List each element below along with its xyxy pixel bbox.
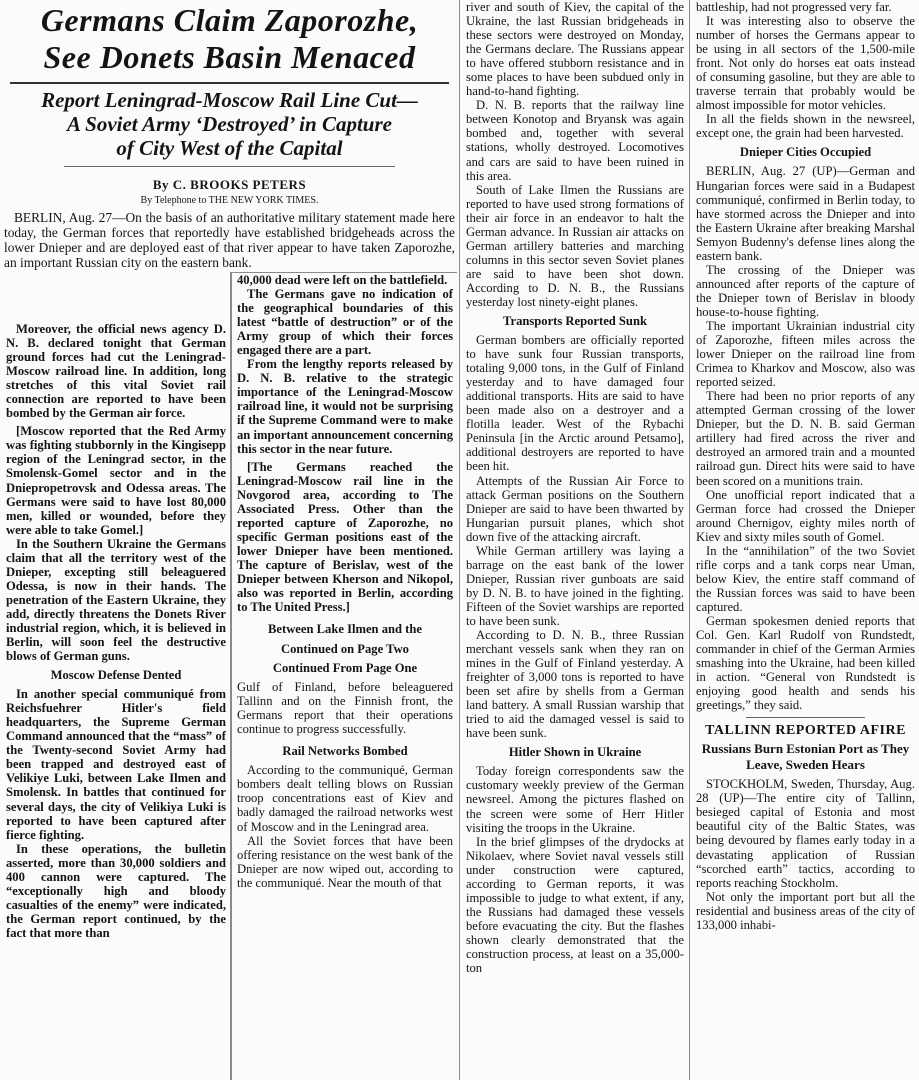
- col4-paragraph-11: STOCKHOLM, Sweden, Thursday, Aug. 28 (UP)—The entire city of Tallinn, besieged capital of Estonia and most beautiful city of the Baltic States, was being devoured by flames early today in a devastating application of Russian “scorched earth” tactics, according to reports reaching Stockholm.: [696, 777, 915, 890]
- col3-paragraph-8: Today foreign correspondents saw the customary weekly preview of the German newsreel. Among the pictures flashed on the screen were some of Herr Hitler visiting the troops in the Ukraine.: [466, 764, 684, 835]
- headline-line-2: See Donets Basin Menaced: [43, 39, 416, 75]
- col2-subhead-rail: Rail Networks Bombed: [282, 744, 408, 759]
- col1-subhead-moscow: Moscow Defense Dented: [50, 668, 182, 683]
- subhead-line-1: Report Leningrad-Moscow Rail Line Cut—: [41, 88, 418, 112]
- jump-continued-from[interactable]: Continued From Page One: [272, 661, 418, 676]
- col4-paragraph-5: The crossing of the Dnieper was announced after reports of the capture of the Dnieper town of Berislav in bloody house-to-house fighting.: [696, 262, 915, 319]
- col4-paragraph-4: BERLIN, Aug. 27 (UP)—German and Hungarian forces were said in a Budapest communiqué, confirmed in Berlin today, to have stormed across the Dnieper and into the Eastern Ukraine after breaking Marshal Semyon Budenny's defense lines along the eastern bank.: [696, 164, 915, 263]
- col4-paragraph-10: German spokesmen denied reports that Col. Gen. Karl Rudolf von Rundstedt, commander in chief of the German Armies smashing into the Ukraine, had been killed in action. “General von Rundstedt is enjoying good health and sends his greetings,” they said.: [696, 613, 915, 713]
- headline-block: [0, 0, 459, 270]
- col3-paragraph-9: In the brief glimpses of the drydocks at Nikolaev, where Soviet naval vessels still under construction were captured, according to German reports, it was impossible to judge to what extent, if any, the Russians had damaged these vessels before evacuating the city. But the flashes shown clearly demonstrated that the construction process, at least on a 35,000-ton: [466, 834, 684, 976]
- col3-paragraph-1: river and south of Kiev, the capital of the Ukraine, the last Russian bridgeheads in these sectors were destroyed on Monday, the Germans declare. The Russians appear to have offered stubborn resistance and in some places to have been subdued only in hand-to-hand fighting.: [466, 0, 684, 99]
- column-2: [231, 272, 457, 1080]
- col1-paragraph-5: In these operations, the bulletin asserted, more than 30,000 soldiers and 400 cannon were captured. The “exceptionally high and bloody casualties of the enemy” were indicated, the German report continued, by the fact that more than: [6, 841, 226, 940]
- col3-subhead-hitler: Hitler Shown in Ukraine: [508, 745, 642, 760]
- col4-paragraph-8: One unofficial report indicated that a German force had crossed the Dnieper around Chernigov, eighty miles north of Kiev and sixty miles south of Gomel.: [696, 487, 915, 544]
- subhead-line-2: A Soviet Army ‘Destroyed’ in Capture: [67, 112, 392, 136]
- column-rule-2: [230, 272, 231, 1080]
- col2-paragraph-7: All the Soviet forces that have been offering resistance on the west bank of the Dnieper are now wiped out, according to the communiqué. Near the mouth of that: [237, 833, 453, 890]
- col2-subhead-lake-ilmen: Between Lake Ilmen and the: [268, 622, 422, 637]
- subhead-divider: [64, 166, 395, 167]
- col3-paragraph-5: Attempts of the Russian Air Force to attack German positions on the Southern Dnieper are said to have been thwarted by Hungarian pursuit planes, which shot down five of the attacking aircraft.: [466, 473, 684, 544]
- col3-paragraph-4: German bombers are officially reported to have sunk four Russian transports, totaling 9,000 tons, in the Gulf of Finland yesterday and to have damaged four additional transports. Hits are said to have been made also on a destroyer and a flotilla leader. West of the Rybachi Peninsula [in the Arctic around Petsamo], additional destroyers are reported to have been hit.: [466, 333, 684, 474]
- col4-paragraph-1: battleship, had not progressed very far.: [696, 0, 892, 14]
- column-3: [460, 0, 688, 1080]
- col2-paragraph-4: [The Germans reached the Leningrad-Moscow rail line in the Novgorod area, according to The Associated Press. Other than the reported capture of Zaporozhe, no specific German positions east of the lower Dnieper have been mentioned. The capture of Berislav, west of the Dnieper between Kherson and Nikopol, also was reported in Berlin, according to The United Press.]: [237, 459, 453, 615]
- col3-subhead-transports: Transports Reported Sunk: [503, 314, 647, 329]
- jump-continued-to[interactable]: Continued on Page Two: [281, 642, 409, 657]
- col2-paragraph-3: From the lengthy reports released by D. N. B. relative to the strategic importance of the Leningrad-Moscow railroad line, it would not be surprising if the Supreme Command were to make an important announcement concerning this sector in the near future.: [237, 357, 453, 456]
- col3-paragraph-3: South of Lake Ilmen the Russians are reported to have used strong formations of their air force in an endeavor to halt the German advance. In Russian air attacks on German artillery batteries and marching columns in this sector seven Soviet planes are said to have been shot down. According to D. N. B., the Russians yesterday lost ninety-eight planes.: [466, 182, 684, 309]
- col4-subhead-dnieper: Dnieper Cities Occupied: [739, 145, 872, 160]
- headline-divider: [10, 82, 449, 84]
- col3-paragraph-7: According to D. N. B., three Russian merchant vessels sank when they ran on mines in the Gulf of Finland yesterday. A freighter of 3,000 tons is reported to have been set afire by shells from a German land battery. A small Russian warship that tried to aid the damaged vessel is said to have been sunk.: [466, 628, 684, 741]
- col1-paragraph-1: Moreover, the official news agency D. N. B. declared tonight that German ground forces had cut the Leningrad-Moscow railroad line. In addition, long stretches of this vital Soviet rail connection are reported to have been bombed by the German air force.: [6, 322, 226, 421]
- col2-paragraph-6: According to the communiqué, German bombers dealt telling blows on Russian troop concentrations east of Kiev and badly damaged the railroad networks west of Moscow and in the Leningrad area.: [237, 763, 453, 834]
- byline-name: By C. BROOKS PETERS: [152, 177, 307, 192]
- col2-paragraph-5: Gulf of Finland, before beleaguered Tallinn and on the Finnish front, the Germans report that their operations continue to progress successfully.: [237, 680, 453, 737]
- col1-paragraph-4: In another special communiqué from Reichsfuehrer Hitler's field headquarters, the Supreme German Command announced that the “mass” of the Twenty-second Soviet Army had been trapped and destroyed east of Velikiye Luki, between Lake Ilmen and Smolensk. In battles that continued for several days, the city of Velikiya Luki is reported to have been captured after fierce fighting.: [6, 687, 226, 842]
- col4-paragraph-9: In the “annihilation” of the two Soviet rifle corps and a tank corps near Uman, below Kiev, the entire staff command of the Russian forces was said to have been captured.: [696, 543, 915, 614]
- col1-paragraph-2: [Moscow reported that the Red Army was fighting stubbornly in the Kingisepp region of the Leningrad sector, in the Smolensk-Gomel sector and in the Dniepropetrovsk and Odessa areas. The Germans were said to have lost 80,000 men, killed or wounded, before they were able to take Gomel.]: [6, 424, 226, 537]
- tallinn-headline: TALLINN REPORTED AFIRE: [705, 723, 906, 739]
- col2-paragraph-1: 40,000 dead were left on the battlefield.: [237, 273, 448, 287]
- col4-paragraph-7: There had been no prior reports of any attempted German crossing of the lower Dnieper, but the D. N. B. said German artillery had fired across the river and destroyed an armored train and a mounted railroad gun. Direct hits were said to have been scored on a munitions train.: [696, 389, 915, 488]
- column-4: [690, 0, 919, 1080]
- subhead-line-3: of City West of the Capital: [116, 136, 343, 160]
- col4-paragraph-6: The important Ukrainian industrial city of Zaporozhe, fifteen miles across the lower Dnieper on the railroad line from Crimea to Kharkov and Moscow, also was reported seized.: [696, 318, 915, 390]
- tallinn-deck: Russians Burn Estonian Port as They Leave, Sweden Hears: [701, 741, 910, 773]
- column-1-body: [0, 322, 231, 1080]
- byline-via: By Telephone to THE NEW YORK TIMES.: [140, 195, 319, 206]
- lead-paragraph: BERLIN, Aug. 27—On the basis of an authoritative military statement made here today, the German forces that reportedly have established bridgeheads across the lower Dnieper and are deployed east of that river appear to have taken Zaporozhe, an important Russian city on the eastern bank.: [4, 210, 455, 270]
- col3-paragraph-6: While German artillery was laying a barrage on the east bank of the lower Dnieper, Russian river gunboats are said by D. N. B. to have joined in the fighting. Fifteen of the Soviet warships are reported to have been sunk.: [466, 543, 684, 628]
- col4-paragraph-2: It was interesting also to observe the number of horses the Germans appear to be using in all sectors of the 1,500-mile front. Not only do horses eat oats instead of consuming gasoline, but they are able to traverse terrain that probably would be almost impossible for motor vehicles.: [696, 14, 915, 113]
- col1-paragraph-3: In the Southern Ukraine the Germans claim that all the territory west of the Dnieper, excepting still beleaguered Odessa, is now in their hands. The penetration of the Eastern Ukraine, they add, directly threatens the Donets River industrial region, which, it is believed in Berlin, will soon feel the destructive blows of German guns.: [6, 536, 226, 664]
- col2-paragraph-2: The Germans gave no indication of the geographical boundaries of this latest “battle of destruction” or of the Army group of which their forces engaged there are a part.: [237, 287, 453, 358]
- headline-line-1: Germans Claim Zaporozhe,: [40, 2, 419, 38]
- col4-divider: [746, 717, 865, 718]
- col4-paragraph-12: Not only the important port but all the residential and business areas of the city of 133,000 inhabi-: [696, 889, 915, 932]
- col3-paragraph-2: D. N. B. reports that the railway line between Konotop and Bryansk was again bombed and, together with several stations, wholly destroyed. Locomotives and cars are said to have been ruined in this area.: [466, 98, 684, 183]
- col4-paragraph-3: In all the fields shown in the newsreel, except one, the grain had been harvested.: [696, 112, 915, 141]
